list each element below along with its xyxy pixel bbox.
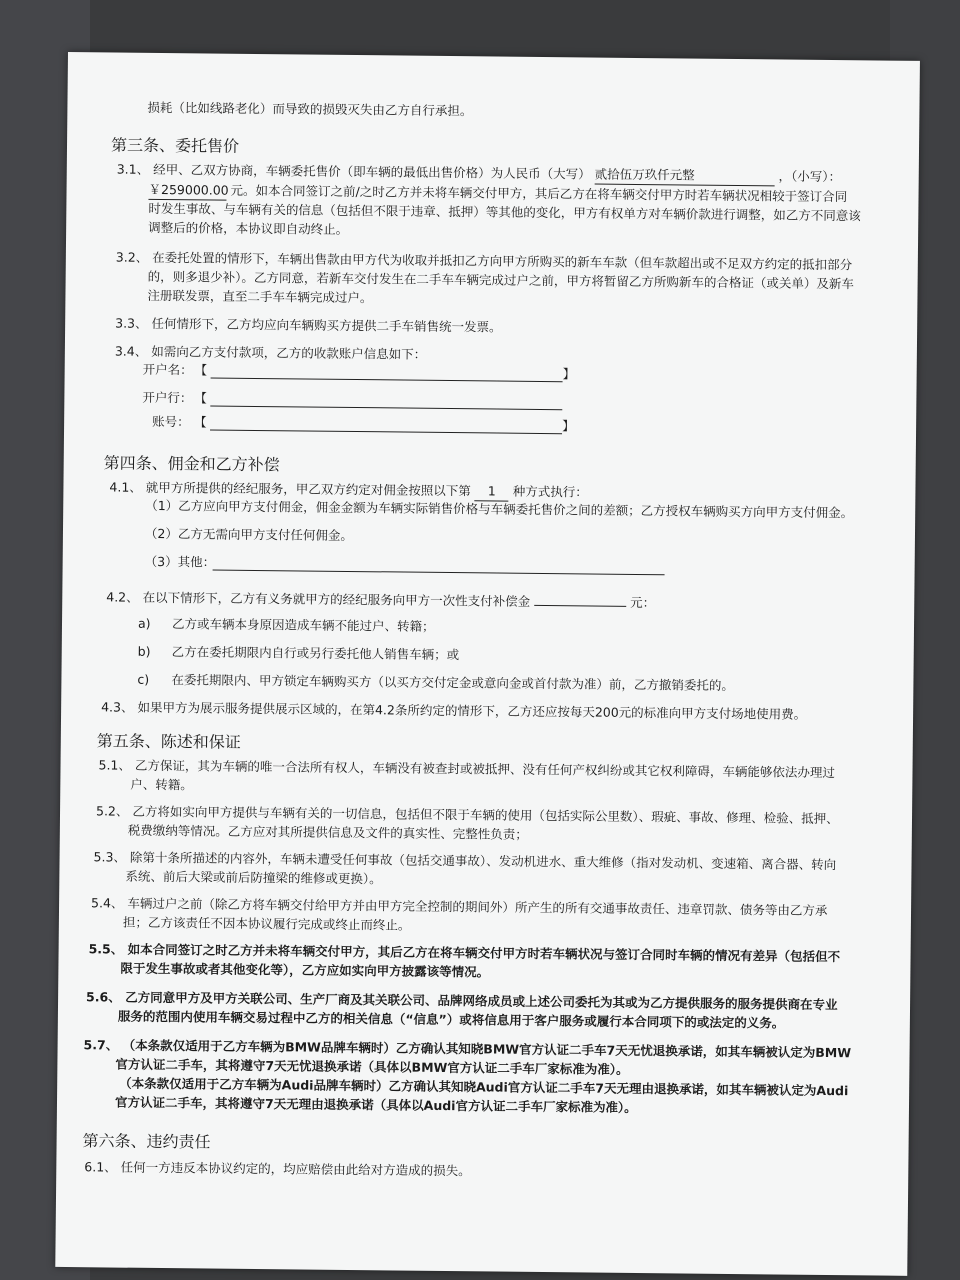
clause-3-2-line-3: 注册联发票，直至二手车车辆完成过户。 <box>147 287 373 306</box>
price-in-words: 贰拾伍万玖仟元整 <box>595 166 775 187</box>
section-4-title: 第四条、佣金和乙方补偿 <box>103 453 280 475</box>
clause-4-2 <box>106 588 655 612</box>
clause-text: 如果甲方为展示服务提供展示区域的，在第4.2条所约定的情形下，乙方还应按每天200元的标准向甲方支付场地使用费。 <box>137 699 807 722</box>
clause-3-1-line-4: 调整后的价格，本协议即自动终止。 <box>148 219 349 237</box>
option-3: （3）其他： <box>144 553 216 570</box>
clause-4-3 <box>101 698 806 723</box>
clause-text: 任何一方违反本协议约定的，均应赔偿由此给对方造成的损失。 <box>120 1159 471 1179</box>
clause-number: 4.1、 <box>109 479 142 495</box>
clause-text: 就甲方所提供的经纪服务，甲乙双方约定对佣金按照以下第 <box>145 479 471 499</box>
clause-number: 5.6、 <box>86 989 121 1005</box>
list-item: b) 乙方在委托期限内自行或另行委托他人销售车辆；或 <box>137 643 460 663</box>
bracket-open: 【 <box>194 390 207 406</box>
clause-number: 6.1、 <box>84 1159 117 1175</box>
commission-option: 1 <box>475 482 509 501</box>
account-name-blank <box>211 378 563 383</box>
clause-5-4-cont: 担；乙方该责任不因本协议履行完成或终止而终止。 <box>122 914 411 933</box>
clause-text: 如需向乙方支付款项，乙方的收款账户信息如下： <box>151 343 427 362</box>
clause-text: 元。如本合同签订之前/之时乙方并未将车辆交付甲方，其后乙方在将车辆交付甲方时若车辆状况相较于签订合同 <box>230 182 848 205</box>
clause-text: 乙方同意甲方及甲方关联公司、生产厂商及其关联公司、品牌网络成员或上述公司委托为其或为乙方提供服务的服务提供商在专业 <box>125 989 838 1013</box>
clause-text: 车辆过户之前（除乙方将车辆交付给甲方并由甲方完全控制的期间外）所产生的所有交通事故责任、违章罚款、债务等由乙方承 <box>127 895 828 918</box>
clause-text: 乙方保证，其为车辆的唯一合法所有权人，车辆没有被查封或被抵押、没有任何产权纠纷或其它权利障碍，车辆能够依法办理过 <box>134 757 835 781</box>
list-item: c) 在委托期限内、甲方锁定车辆购买方（以买方交付定金或意向金或首付款为准）前，乙方撤销委托的。 <box>137 671 734 694</box>
clause-text: 如本合同签订之时乙方并未将车辆交付甲方，其后乙方在将车辆交付甲方时若车辆状况与签订合同时车辆的情况有差异（包括但不 <box>127 941 841 965</box>
bracket-close: 】 <box>562 366 576 382</box>
clause-number: 5.4、 <box>91 895 124 911</box>
clause-text: 乙方将如实向甲方提供与车辆有关的一切信息，包括但不限于车辆的使用（包括实际公里数）、瑕疵、事故、修理、检验、抵押、 <box>132 803 839 827</box>
clause-number: 4.2、 <box>106 589 139 605</box>
clause-number: 3.2、 <box>115 249 149 265</box>
bank-label: 开户行： <box>142 389 193 406</box>
clause-text: 除第十条所描述的内容外，车辆未遭受任何事故（包括交通事故）、发动机进水、重大维修（指对发动机、变速箱、离合器、转向 <box>129 849 837 873</box>
clause-number: 5.7、 <box>83 1037 119 1053</box>
clause-5-1 <box>98 756 835 782</box>
clause-5-7-line-4: 官方认证二手车，其将遵守7天无理由退换承诺（具体以Audi官方认证二手车厂家标准为准）。 <box>114 1094 637 1116</box>
clause-number: 3.4、 <box>114 343 148 359</box>
list-item: a) 乙方或车辆本身原因造成车辆不能过户、转籍； <box>137 615 435 634</box>
clause-number: 5.5、 <box>88 941 124 957</box>
price-in-figures: ￥259000.00 <box>148 181 226 201</box>
clause-5-2-cont: 税费缴纳等情况。乙方应对其所提供信息及文件的真实性、完整性负责； <box>127 822 528 842</box>
contract-page <box>55 52 920 1276</box>
bank-blank <box>210 406 562 411</box>
clause-number: 5.3、 <box>93 849 127 865</box>
clause-number: 3.3、 <box>115 315 148 331</box>
clause-text: 任何情形下，乙方均应向车辆购买方提供二手车销售统一发票。 <box>151 315 502 335</box>
clause-text: 经甲、乙双方协商，车辆委托售价（即车辆的最低出售价格）为人民币（大写） <box>153 161 591 182</box>
clause-5-7-line-3: （本条款仅适用于乙方车辆为Audi品牌车辆时）乙方确认其知晓Audi官方认证二手车7天无理由退换承诺，如其车辆被认定为Audi <box>119 1075 849 1099</box>
section-6-title: 第六条、违约责任 <box>82 1131 211 1152</box>
clause-number: 5.1、 <box>98 757 132 773</box>
clause-3-3 <box>115 315 502 337</box>
clause-3-1-line-3: 时发生事故、与车辆有关的信息（包括但不限于违章、抵押）等其他的变化，甲方有权单方对车辆价款进行调整，如乙方不同意该 <box>148 200 861 224</box>
clause-text: 元： <box>630 594 656 611</box>
clause-3-2-line-2: 的，则多退少补）。乙方同意，若新车交付发生在二手车车辆完成过户之前，甲方将暂留乙方所购新车的合格证（或关单）及新车 <box>147 268 854 292</box>
clause-5-7-line-2: 官方认证二手车，其将遵守7天无忧退换承诺（具体以BMW官方认证二手车厂家标准为准）。 <box>115 1056 629 1077</box>
account-name-label: 开户名： <box>142 361 193 378</box>
clause-5-6-cont: 服务的范围内使用车辆交易过程中乙方的相关信息（“信息”）或将信息用于客户服务或履行本合同项下的或法定的义务。 <box>117 1008 785 1031</box>
clause-text: ，（小写）： <box>778 168 842 185</box>
clause-text: 种方式执行： <box>512 483 588 500</box>
account-number-label: 账号： <box>152 413 190 430</box>
option-3-blank <box>213 570 665 576</box>
account-number-blank <box>210 430 562 435</box>
clause-text: 在以下情形下，乙方有义务就甲方的经纪服务向甲方一次性支付补偿金 <box>142 589 531 609</box>
bracket-open: 【 <box>194 362 208 378</box>
clause-6-1 <box>84 1158 471 1180</box>
clause-number: 4.3、 <box>101 699 134 715</box>
compensation-blank <box>534 605 626 607</box>
bracket-open: 【 <box>194 414 207 430</box>
section-5-title: 第五条、陈述和保证 <box>96 731 241 752</box>
intro-line: 损耗（比如线路老化）而导致的损毁灭失由乙方自行承担。 <box>147 99 473 119</box>
clause-number: 5.2、 <box>95 803 129 819</box>
clause-text: 在委托处置的情形下，车辆出售款由甲方代为收取并抵扣乙方向甲方所购买的新车车款（但车款超出或不足双方约定的抵扣部分 <box>152 249 853 273</box>
bracket-close: 】 <box>562 418 575 434</box>
clause-text: （本条款仅适用于乙方车辆为BMW品牌车辆时）乙方确认其知晓BMW官方认证二手车7天无忧退换承诺，如其车辆被认定为BMW <box>122 1037 852 1061</box>
clause-number: 3.1、 <box>116 161 150 177</box>
clause-5-3-cont: 系统、前后大梁或前后防撞梁的维修或更换）。 <box>125 868 382 887</box>
clause-5-1-cont: 户、转籍。 <box>130 776 193 793</box>
clause-5-5-cont: 限于发生事故或者其他变化等），乙方应如实向甲方披露该等情况。 <box>120 960 490 980</box>
option-2: （2）乙方无需向甲方支付任何佣金。 <box>144 525 353 544</box>
section-3-title: 第三条、委托售价 <box>110 135 240 156</box>
option-1: （1）乙方应向甲方支付佣金，佣金金额为车辆实际销售价格与车辆委托售价之间的差额；乙方授权车辆购买方向甲方支付佣金。 <box>145 497 854 521</box>
